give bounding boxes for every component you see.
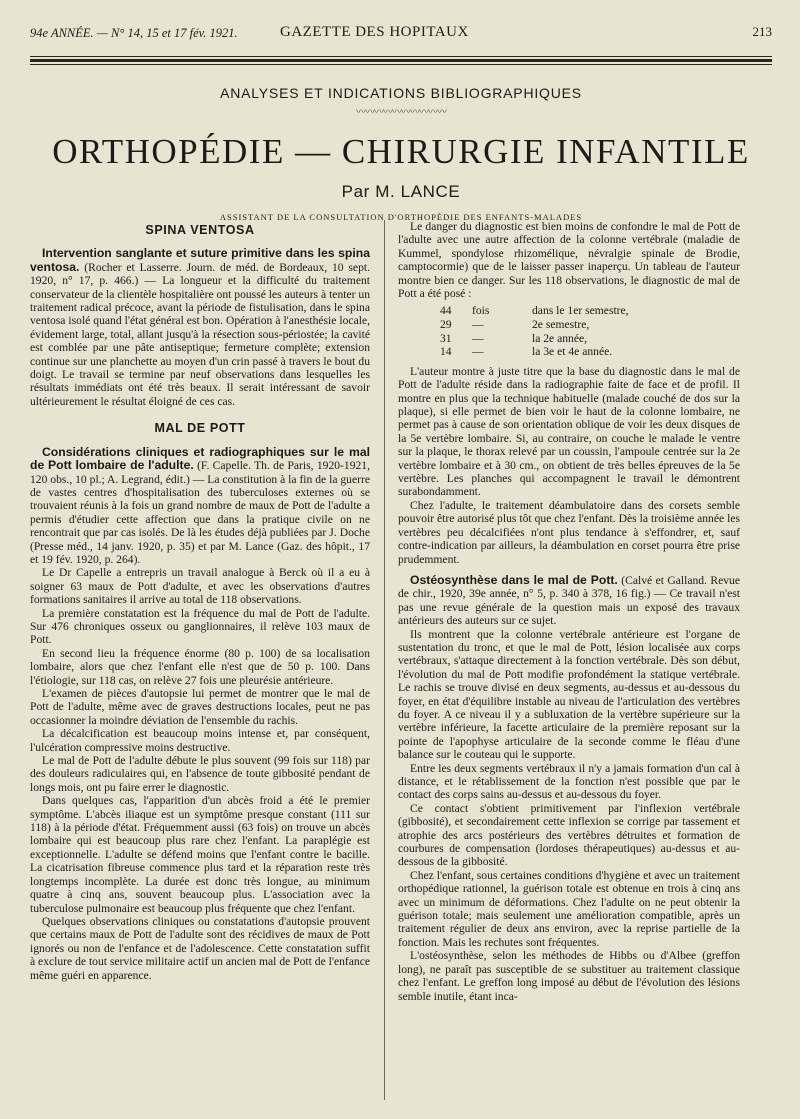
entry-reference: (F. Capelle. Th. de Paris, 1920-1921, 120 obs., 10 pl.; A. Legrand, édit.) [30, 459, 370, 486]
wavy-ornament: 〰〰〰〰〰〰〰〰〰〰 [356, 107, 446, 118]
entry-title: Ostéosynthèse dans le mal de Pott. [410, 572, 618, 587]
table-row: 31 — la 2e année, [440, 331, 588, 345]
entry-spina-ventosa [30, 247, 370, 408]
journal-page [30, 22, 772, 1107]
left-column [30, 220, 370, 982]
entry-text: — La longueur et la difficulté du traitement conservateur de la clientèle hospitalière ont poussé les auteurs à tenter un traitement radical précoce, avant la période de fistulisation, dans le spina ventosa isolé quand l'état général est bon. Opération à l'anesthésie locale, évidement large, total, allant jusqu'à la résection sous-périostée; la cavité est comblée par une pâte antiseptique; fermeture complète; extension continue sur une planchette au moyen d'un crin passé à travers le bout du doigt. Le travail se termine par neuf observations dans lesquelles les résultats immédiats ont été très beaux. Il serait intéressant de savoir ultérieurement le résultat éloigné de ces cas. [30, 274, 370, 408]
header-rule-thick [30, 59, 772, 62]
paragraph: La décalcification est beaucoup moins intense et, par conséquent, l'ulcération compressive moins destructive. [30, 727, 370, 754]
header-rule-bottom [30, 64, 772, 65]
paragraph: Le mal de Pott de l'adulte débute le plus souvent (99 fois sur 118) par des douleurs radiculaires qui, en l'absence de toute gibbosité pendant de longs mois, ont pu faire errer le diagnostic. [30, 754, 370, 794]
section-title: ANALYSES ET INDICATIONS BIBLIOGRAPHIQUES [220, 85, 582, 101]
main-title: ORTHOPÉDIE — CHIRURGIE INFANTILE [52, 132, 750, 171]
paragraph: Ils montrent que la colonne vertébrale antérieure est l'organe de sustentation du tronc, et que le mal de Pott, lésion localisée aux corps vertébraux, s'attaque directement à la fonction vertébrale. Dès son début, l'évolution du mal de Pott modifie profondément la statique vertébrale. Le rachis se trouve divisé en deux segments, au-dessus et au-dessous du foyer, en état d'équilibre instable au niveau de l'articulation des vertèbres du foyer. A ce niveau il y a subluxation de la vertèbre supérieure sur la vertèbre inférieure, la facette articulaire de la première reposant sur la pointe de l'apophyse articulaire de la seconde comme le fléau d'une balance sur le couteau qui le supporte. [398, 627, 740, 762]
paragraph: Dans quelques cas, l'apparition d'un abcès froid a été le premier symptôme. L'abcès iliaque est un symptôme presque constant (111 sur 118) à la période d'état. Fréquemment aussi (63 fois) on trouve un abcès lombaire qui est beaucoup plus rare chez l'enfant. La paraplégie est exceptionnelle. L'adulte se défend moins que l'enfant contre le bacille. La cicatrisation fibreuse commence plus tard et la réparation reste très longtemps incomplète. La durée est donc très longue, au minimum quatre à cinq ans, souvent beaucoup plus. L'association avec la tuberculose pulmonaire est beaucoup plus fréquente que chez l'enfant. [30, 794, 370, 915]
entry-title: Intervention sanglante et suture primitive dans les spina ventosa. [30, 246, 370, 274]
entry-osteosynthese [398, 574, 740, 628]
entry-text: — Ce travail n'est pas une revue générale de la question mais un exposé des travaux antérieurs des auteurs sur ce sujet. [398, 587, 740, 628]
paragraph: Ce contact s'obtient primitivement par l'inflexion vertébrale (gibbosité), et secondairement cette inflexion se corrige par tassement et atrophie des arcs postérieurs des vertèbres détruites et formation de courbures de compensation (lordoses thérapeutiques) au-dessus et au-dessous de la gibbosité. [398, 801, 740, 869]
paragraph: Quelques observations cliniques ou constatations d'autopsie prouvent que certains maux de Pott de l'adulte sont des récidives de maux de Pott ignorés ou non de l'enfance et de l'adolescence. Cette constatation suffit à exclure de tout service militaire actif un ancien mal de Pott de l'enfance même guéri en apparence. [30, 914, 370, 982]
entry-reference: (Rocher et Lasserre. Journ. de méd. de Bordeaux, 10 sept. 1920, n° 17, p. 466.) [30, 260, 370, 288]
paragraph: Chez l'enfant, sous certaines conditions d'hygiène et avec un traitement orthopédique rationnel, la guérison totale est obtenue en trois à cinq ans avec un minimum de déformations. Chez l'adulte on ne peut obtenir la guérison totale; mais seulement une amélioration compatible, après un traitement régulier de deux ans environ, avec la reprise partielle de la fonction. Mais les rechutes sont fréquentes. [398, 868, 740, 949]
right-column [398, 220, 740, 1003]
subhead-spina-ventosa: SPINA VENTOSA [145, 223, 255, 237]
entry-reference: (Calvé et Galland. Revue de chir., 1920, 39e année, n° 5, p. 340 à 378, 16 fig.) [398, 573, 740, 601]
two-column-body [30, 220, 772, 1100]
issue-info: 94e ANNÉE. — N° 14, 15 et 17 fév. 1921. [30, 26, 238, 40]
journal-name: GAZETTE DES HOPITAUX [280, 24, 469, 40]
table-row: 29 — 2e semestre, [440, 318, 590, 332]
paragraph: L'ostéosynthèse, selon les méthodes de Hibbs ou d'Albee (greffon long), ne paraît pas susceptible de se substituer au traitement classique chez l'enfant. Le greffon long imposé au début de l'évolution des lésions semble inutile, étant inca- [398, 949, 740, 1003]
table-row: 44 fois dans le 1er semestre, [440, 304, 629, 318]
page-number: 213 [752, 24, 772, 39]
entry-title: Considérations cliniques et radiographiques sur le mal de Pott lombaire de l'adulte. [30, 444, 370, 473]
paragraph: En second lieu la fréquence énorme (80 p. 100) de sa localisation lombaire, alors que chez l'enfant elle n'est que de 50 p. 100. Dans l'étiologie, sur 118 cas, on relève 27 fois une pleurésie antérieure. [30, 646, 370, 687]
paragraph: Entre les deux segments vertébraux il n'y a jamais formation d'un cal à distance, et le rétablissement de la fonction n'est possible que par le contact des corps sains au-dessus et au-dessous du foyer. [398, 761, 740, 802]
author-line: Par M. LANCE [341, 182, 461, 201]
paragraph: Chez l'adulte, le traitement déambulatoire dans des corsets semble pouvoir être autorisé plus tôt que chez l'enfant. Dès la troisième année les vertèbres peu décalcifiées n'ont plus tendance à s'effondrer, et, sauf contre-indication par ailleurs, la déambulation en corset pourra être prise prudemment. [398, 498, 740, 566]
paragraph: L'auteur montre à juste titre que la base du diagnostic dans le mal de Pott de l'adulte réside dans la radiographie faite de face et de profil. Il montre en plus que la technique habituelle (malade couché de dos sur la plaque), si elle permet de bien voir le haut de la colonne lombaire, ne permet pas à cause de son orientation oblique de voir les deux disques de la 5e vertèbre lombaire. Si, au contraire, on couche le malade le ventre sur la plaque, le thorax relevé par un coussin, l'ampoule centrée sur la 2e vertèbre lombaire et à 30 cm., on obtient de très belles épreuves de la 5e vertèbre. Les planches qui accompagnent le travail le démontrent surabondamment. [398, 364, 740, 499]
running-header [30, 22, 772, 46]
table-row: 14 — la 3e et 4e année. [440, 345, 613, 359]
paragraph: La première constatation est la fréquence du mal de Pott de l'adulte. Sur 476 chroniques osseux ou ganglionnaires, il relève 103 maux de Pott. [30, 606, 370, 647]
header-rule-top [30, 56, 772, 57]
entry-text: — La constitution à la fin de la guerre de vastes centres d'hospitalisation des tuberculoses externes où se trouvaient réunis à la fois un grand nombre de maux de Pott de l'adulte a permis d'étudier cette affection que dans la pratique civile on ne rencontrait que par cas isolés. De là les études déjà publiées par J. Doche (Presse méd., 14 janv. 1920, p. 35) et par M. Lance (Gaz. des hôpit., 17 et 19 fév. 1920, p. 264). [30, 472, 370, 566]
column-divider [384, 220, 385, 1100]
paragraph: Le danger du diagnostic est bien moins de confondre le mal de Pott de l'adulte avec une autre affection de la colonne vertébrale (maladie de Kummel, spondylose rhizomélique, névralgie spinale de Brodie, camptocormie) que de le laisser passer inaperçu. Un tableau de l'auteur montre bien ce danger. Sur les 118 observations, le diagnostic de mal de Pott a été posé : [398, 220, 740, 301]
entry-considerations [30, 446, 370, 567]
author-affiliation: ASSISTANT DE LA CONSULTATION D'ORTHOPÉDIE DES ENFANTS-MALADES [219, 212, 583, 222]
subhead-mal-de-pott: MAL DE POTT [154, 421, 246, 436]
paragraph: L'examen de pièces d'autopsie lui permet de montrer que le mal de Pott de l'adulte, même avec de graves destructions locales, peut ne pas occasionner la moindre déviation de l'ensemble du rachis. [30, 687, 370, 727]
diagnosis-table [440, 304, 740, 358]
paragraph: Le Dr Capelle a entrepris un travail analogue à Berck où il a eu à soigner 63 maux de Pott d'adulte, et avec les observations d'autres formations sanitaires il arrive au total de 118 observations. [30, 566, 370, 607]
